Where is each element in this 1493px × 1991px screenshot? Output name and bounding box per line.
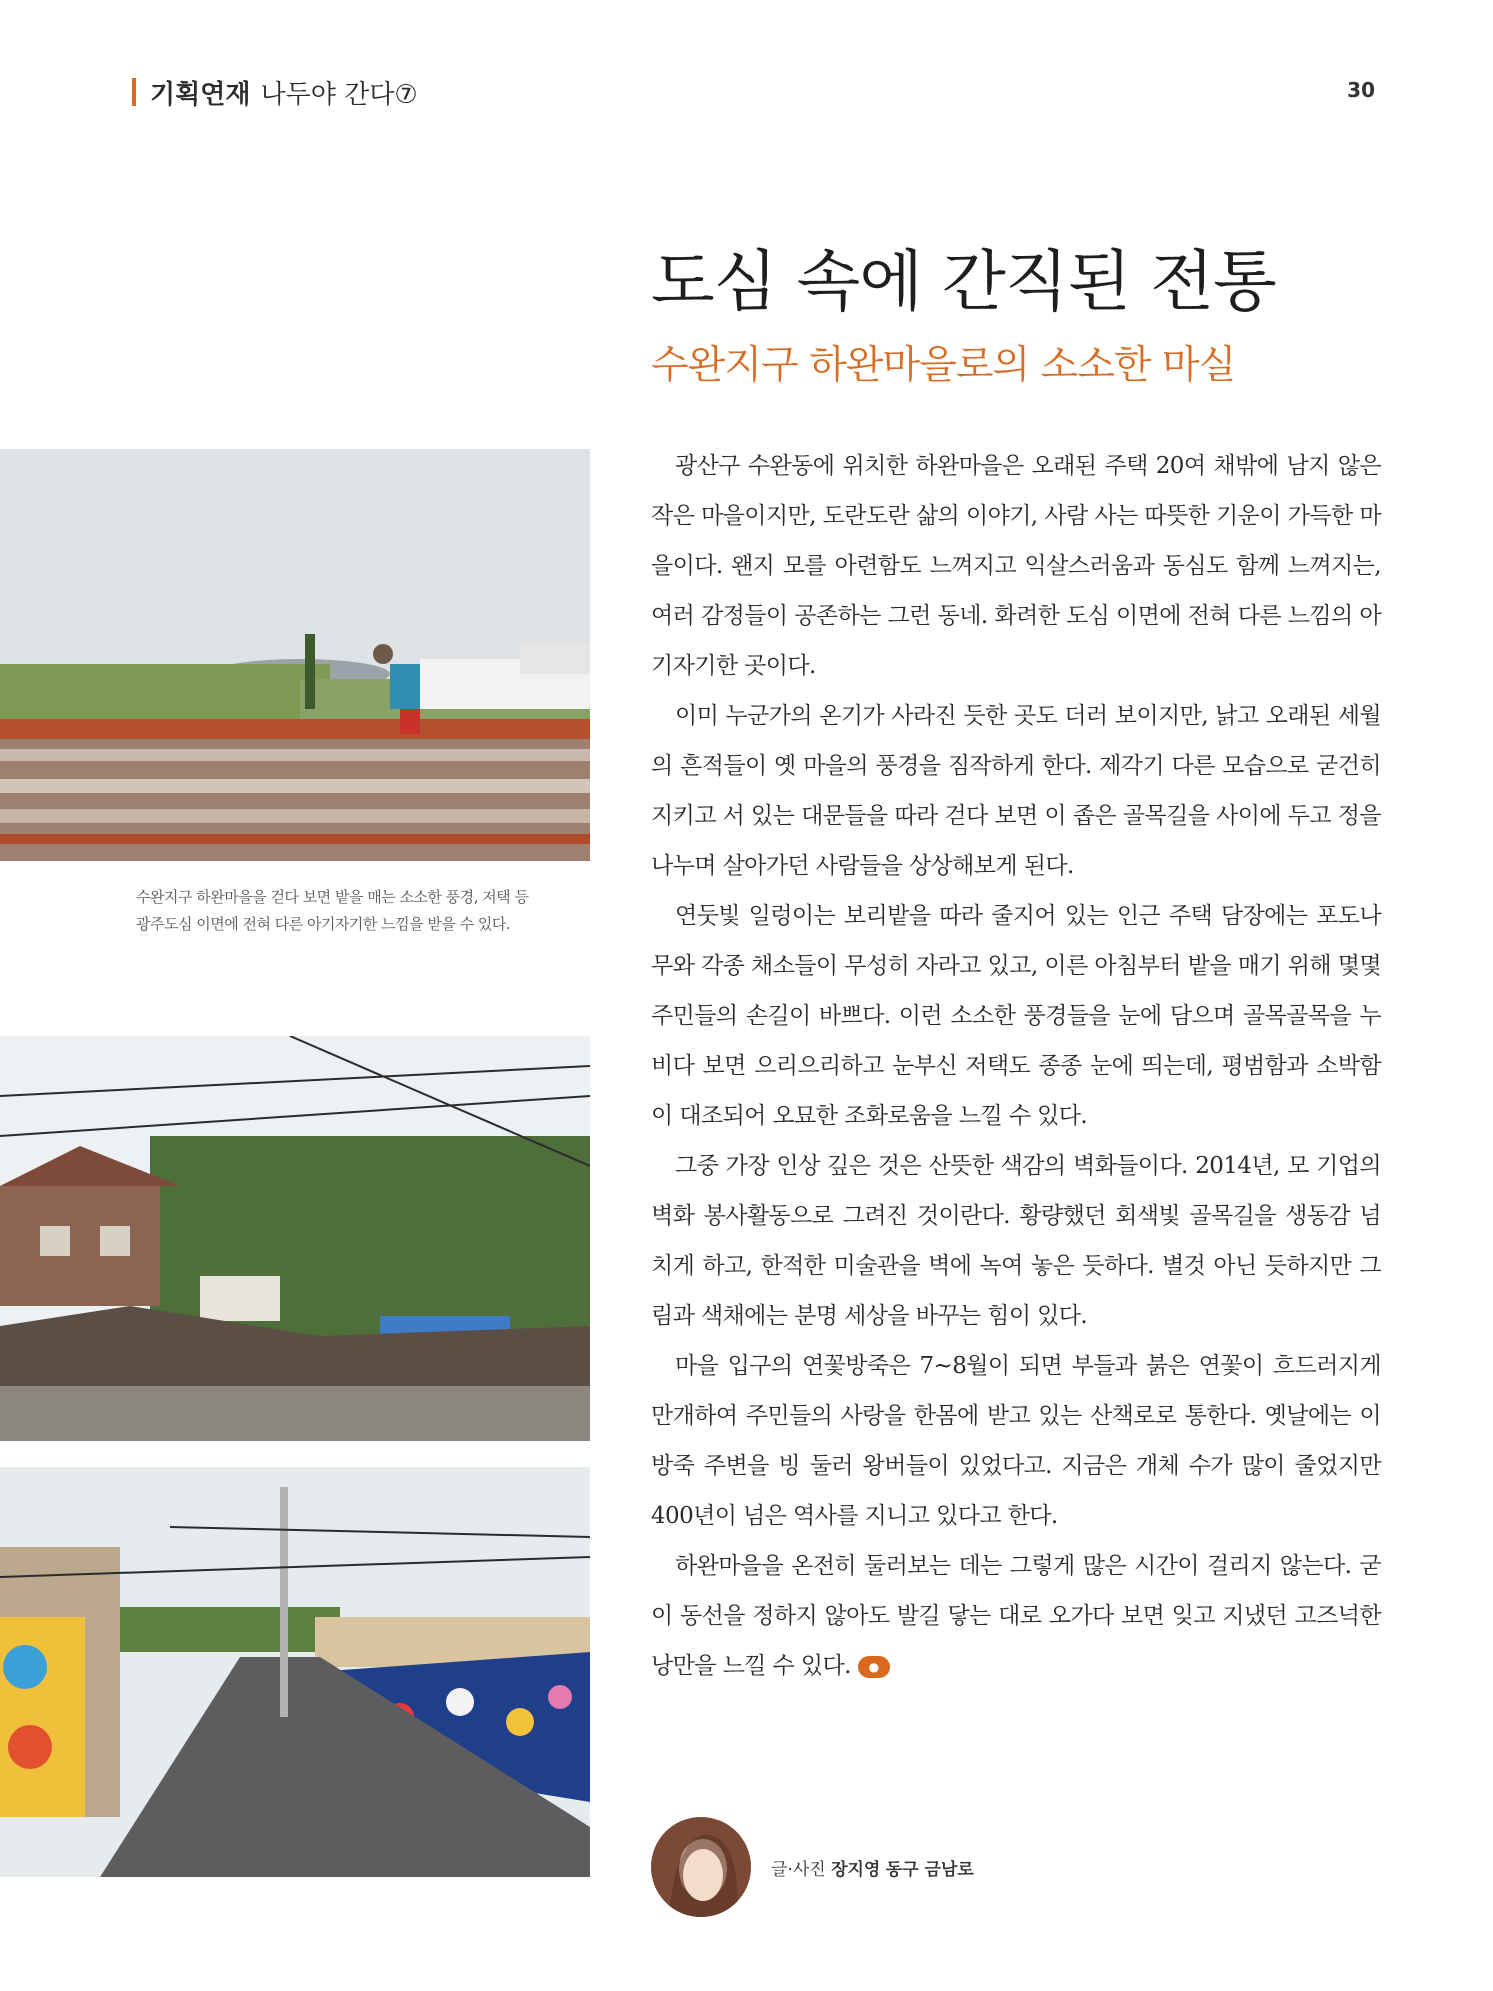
series-label: 기획연재: [150, 79, 251, 110]
body-paragraph-text: 하완마을을 온전히 둘러보는 데는 그렇게 많은 시간이 걸리지 않는다. 굳이 동선을 정하지 않아도 발길 닿는 대로 오가다 보면 잊고 지냈던 고즈넉한 낭만을 느낄 수 있다.: [651, 1553, 1381, 1679]
caption-line: 광주도심 이면에 전혀 다른 아기자기한 느낌을 받을 수 있다.: [136, 915, 511, 933]
author-affiliation: 동구 금남로: [885, 1859, 974, 1880]
author-prefix: 글·사진: [771, 1859, 826, 1880]
article-title: 도심 속에 간직된 전통: [651, 243, 1276, 320]
photo-field-farmer: [0, 449, 590, 861]
end-mark-icon: ●: [858, 1656, 890, 1678]
running-header: [132, 72, 418, 112]
series-subtitle: 나두야 간다⑦: [260, 79, 418, 110]
body-paragraph: 광산구 수완동에 위치한 하완마을은 오래된 주택 20여 채밖에 남지 않은 작은 마을이지만, 도란도란 삶의 이야기, 사람 사는 따뜻한 기운이 가득한 마을이다. 왠지 모를 아련함도 느껴지고 익살스러움과 동심도 함께 느껴지는, 여러 감정들이 공존하는 그런 동네. 화려한 도심 이면에 전혀 다른 느낌의 아기자기한 곳이다.: [651, 453, 1381, 679]
caption-line: 수완지구 하완마을을 걷다 보면 밭을 매는 소소한 풍경, 저택 등: [136, 888, 529, 906]
body-paragraph: 이미 누군가의 온기가 사라진 듯한 곳도 더러 보이지만, 낡고 오래된 세월의 흔적들이 옛 마을의 풍경을 짐작하게 한다. 제각기 다른 모습으로 굳건히 지키고 서 있는 대문들을 따라 걷다 보면 이 좁은 골목길을 사이에 두고 정을 나누며 살아가던 사람들을 상상해보게 된다.: [651, 703, 1381, 879]
body-paragraph-last: [651, 1541, 1381, 1691]
author-name: 장지영: [831, 1859, 881, 1880]
photo-caption: [136, 884, 596, 938]
photo-mural-alley: [0, 1467, 590, 1877]
article-body: [651, 441, 1381, 1691]
author-avatar: [651, 1817, 751, 1917]
body-paragraph: 마을 입구의 연꽃방죽은 7~8월이 되면 부들과 붉은 연꽃이 흐드러지게 만개하여 주민들의 사랑을 한몸에 받고 있는 산책로로 통한다. 옛날에는 이 방죽 주변을 빙 둘러 왕버들이 있었다고. 지금은 개체 수가 많이 줄었지만 400년이 넘은 역사를 지니고 있다고 한다.: [651, 1353, 1381, 1529]
author-byline: [651, 1817, 974, 1917]
article-subtitle: 수완지구 하완마을로의 소소한 마실: [651, 343, 1236, 388]
body-paragraph: 연둣빛 일렁이는 보리밭을 따라 줄지어 있는 인근 주택 담장에는 포도나무와 각종 채소들이 무성히 자라고 있고, 이른 아침부터 밭을 매기 위해 몇몇 주민들의 손길이 바쁘다. 이런 소소한 풍경들을 눈에 담으며 골목골목을 누비다 보면 으리으리하고 눈부신 저택도 종종 눈에 띄는데, 평범함과 소박함이 대조되어 오묘한 조화로움을 느낄 수 있다.: [651, 903, 1381, 1129]
body-paragraph: 그중 가장 인상 깊은 것은 산뜻한 색감의 벽화들이다. 2014년, 모 기업의 벽화 봉사활동으로 그려진 것이란다. 황량했던 회색빛 골목길을 생동감 넘치게 하고, 한적한 미술관을 벽에 녹여 놓은 듯하다. 별것 아닌 듯하지만 그림과 색채에는 분명 세상을 바꾸는 힘이 있다.: [651, 1153, 1381, 1329]
page-number: 30: [1347, 78, 1375, 102]
photo-village-houses: [0, 1036, 590, 1441]
author-credit: [771, 1855, 974, 1880]
header-accent-bar: [132, 78, 136, 106]
